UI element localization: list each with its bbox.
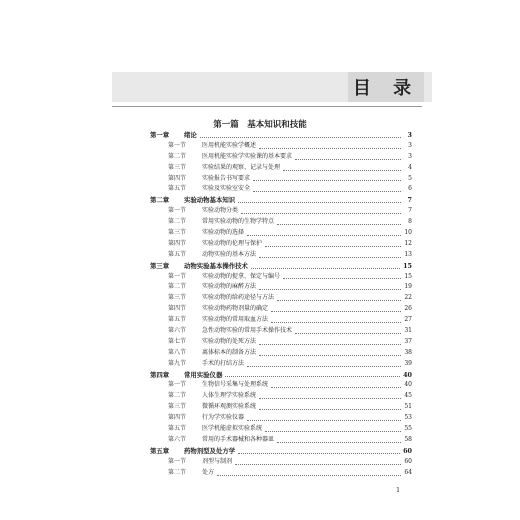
dot-leader bbox=[277, 224, 401, 225]
toc-entry-number: 第五节 bbox=[168, 425, 187, 433]
toc-entry-page: 60 bbox=[404, 457, 412, 465]
dot-leader bbox=[265, 431, 401, 432]
toc-entry-title: 实验动物基本知识 bbox=[184, 196, 236, 205]
toc-entry-page: 64 bbox=[404, 468, 412, 476]
toc-entry-number: 第三章 bbox=[150, 261, 170, 270]
dot-leader bbox=[259, 355, 401, 356]
toc-entry-page: 4 bbox=[408, 163, 412, 171]
toc-entry-title: 剂型与制剂 bbox=[202, 457, 233, 465]
toc-entry-number: 第三节 bbox=[168, 294, 187, 302]
dot-leader bbox=[251, 268, 400, 269]
toc-entry-title: 常用实验仪器 bbox=[184, 370, 223, 379]
toc-entry-title: 离体标本的制备方法 bbox=[202, 348, 257, 356]
toc-entry-title: 行为学实验仪器 bbox=[202, 414, 245, 422]
dot-leader bbox=[247, 366, 401, 367]
toc-section-row bbox=[150, 413, 412, 424]
toc-entry-number: 第三节 bbox=[168, 229, 187, 236]
toc-entry-number: 第二节 bbox=[168, 218, 187, 226]
dot-leader bbox=[247, 420, 401, 421]
toc-section-row bbox=[150, 315, 412, 326]
toc-entry-number: 第六节 bbox=[168, 435, 187, 443]
toc-entry-title: 实验报告书写要求 bbox=[202, 174, 251, 182]
toc-entry-number: 第四章 bbox=[150, 370, 170, 379]
toc-entry-page: 8 bbox=[408, 218, 412, 226]
toc-entry-title: 动物实验基本操作技术 bbox=[184, 261, 248, 270]
dot-leader bbox=[271, 311, 401, 312]
toc-entry-number: 第二节 bbox=[168, 283, 187, 291]
dot-leader bbox=[283, 170, 401, 171]
toc-entry-title: 实验动物的给药途径与方法 bbox=[202, 294, 275, 302]
toc-entry-title: 常用实验动物的生物学特点 bbox=[202, 218, 275, 226]
toc-entry-title: 药物剂型及处方学 bbox=[184, 446, 236, 455]
dot-leader bbox=[283, 278, 401, 279]
dot-leader bbox=[217, 475, 401, 476]
toc-entry-number: 第五节 bbox=[168, 316, 187, 324]
toc-entry-page: 12 bbox=[404, 239, 412, 247]
toc-entry-page: 37 bbox=[404, 337, 412, 345]
dot-leader bbox=[238, 453, 400, 454]
toc-entry-title: 实验动物分类 bbox=[202, 207, 239, 215]
toc-entry-title: 处方 bbox=[202, 468, 215, 476]
dot-leader bbox=[235, 464, 401, 465]
toc-entry-number: 第一节 bbox=[168, 457, 187, 465]
toc-section-row bbox=[150, 163, 412, 174]
toc-entry-number: 第二章 bbox=[150, 196, 170, 205]
page-number: 1 bbox=[396, 486, 401, 494]
toc-entry-title: 实验动物的选择 bbox=[202, 229, 245, 236]
toc-section-row bbox=[150, 293, 412, 304]
toc-section-row bbox=[150, 402, 412, 413]
toc-entry-page: 55 bbox=[404, 425, 412, 433]
toc-entry-number: 第四节 bbox=[168, 174, 187, 182]
dot-leader bbox=[259, 148, 401, 149]
toc-section-row bbox=[150, 250, 412, 261]
dot-leader bbox=[277, 300, 401, 301]
toc-entry-page: 6 bbox=[408, 185, 412, 193]
toc-entry-page: 7 bbox=[408, 207, 412, 215]
toc-entry-title: 实验动物的处死方法 bbox=[202, 337, 257, 345]
toc-entry-page: 15 bbox=[403, 261, 412, 270]
toc-entry-title: 微循环观测实验系统 bbox=[202, 403, 257, 411]
toc-section-row bbox=[150, 457, 412, 468]
toc-entry-title: 实验动物的麻醉方法 bbox=[202, 283, 257, 291]
toc-entry-title: 动物实验的基本方法 bbox=[202, 250, 257, 258]
toc-entry-page: 31 bbox=[404, 327, 412, 335]
toc-entry-page: 3 bbox=[407, 130, 412, 139]
toc-chapter-row bbox=[150, 195, 412, 206]
toc-entry-number: 第一节 bbox=[168, 141, 187, 149]
toc-entry-page: 19 bbox=[404, 283, 412, 291]
toc-entry-title: 实验动物的伦理与保护 bbox=[202, 239, 263, 247]
dot-leader bbox=[271, 387, 401, 388]
toc-entry-number: 第五节 bbox=[168, 250, 187, 258]
toc-entry-number: 第二节 bbox=[168, 468, 187, 476]
toc-entry-number: 第九节 bbox=[168, 359, 187, 367]
toc-chapter-row bbox=[150, 446, 412, 457]
toc-entry-page: 27 bbox=[404, 316, 412, 324]
toc-entry-number: 第三节 bbox=[168, 403, 187, 411]
toc-section-row bbox=[150, 152, 412, 163]
toc-section-row bbox=[150, 380, 412, 391]
dot-leader bbox=[277, 442, 401, 443]
toc-entry-title: 实验及实验室安全 bbox=[202, 185, 251, 193]
dot-leader bbox=[259, 409, 401, 410]
toc-section-row bbox=[150, 391, 412, 402]
toc-entry-page: 7 bbox=[407, 196, 412, 205]
toc-section-row bbox=[150, 272, 412, 283]
toc-chapter-row bbox=[150, 130, 412, 141]
toc-section-row bbox=[150, 141, 412, 152]
toc-entry-page: 40 bbox=[404, 381, 412, 389]
toc-entry-title: 人体生理学实验系统 bbox=[202, 392, 257, 400]
toc-entry-title: 医学机能虚拟实验系统 bbox=[202, 425, 263, 433]
toc-entry-number: 第六节 bbox=[168, 327, 187, 335]
toc-entry-page: 10 bbox=[404, 229, 412, 236]
toc-entry-page: 3 bbox=[408, 152, 412, 160]
toc-entry-title: 实验动物的捉拿、保定与编号 bbox=[202, 272, 281, 280]
dot-leader bbox=[259, 344, 401, 345]
dot-leader bbox=[200, 137, 401, 138]
dot-leader bbox=[253, 191, 401, 192]
toc-entry-page: 60 bbox=[403, 446, 412, 455]
toc-section-row bbox=[150, 424, 412, 435]
toc-entry-title: 绪论 bbox=[184, 130, 197, 139]
toc-entry-page: 58 bbox=[404, 435, 412, 443]
dot-leader bbox=[241, 213, 401, 214]
toc-entry-title: 生物信号采集与处理系统 bbox=[202, 381, 269, 389]
toc-section-row bbox=[150, 206, 412, 217]
dot-leader bbox=[295, 159, 401, 160]
toc-section-row bbox=[150, 468, 412, 479]
toc-section-row bbox=[150, 239, 412, 250]
toc-entry-page: 3 bbox=[408, 141, 412, 149]
toc-entry-page: 39 bbox=[404, 359, 412, 367]
dot-leader bbox=[259, 257, 401, 258]
toc-entry-page: 13 bbox=[404, 250, 412, 258]
dot-leader bbox=[271, 322, 401, 323]
toc-entry-number: 第五节 bbox=[168, 185, 187, 193]
toc-entry-page: 26 bbox=[404, 305, 412, 313]
toc-entry-page: 40 bbox=[403, 370, 412, 379]
toc-entry-title: 实验结果的观察、记录与处理 bbox=[202, 163, 281, 171]
toc-section-row bbox=[150, 184, 412, 195]
dot-leader bbox=[259, 398, 401, 399]
toc-entry-number: 第八节 bbox=[168, 348, 187, 356]
toc-section-row bbox=[150, 337, 412, 348]
dot-leader bbox=[225, 376, 400, 377]
dot-leader bbox=[259, 289, 401, 290]
toc-section-row bbox=[150, 435, 412, 446]
toc-entry-number: 第二节 bbox=[168, 152, 187, 160]
toc-entry-number: 第七节 bbox=[168, 337, 187, 345]
dot-leader bbox=[295, 333, 401, 334]
toc-entry-title: 实验动物药物剂量的确定 bbox=[202, 305, 269, 313]
toc-entry-title: 医用机能实验学概述 bbox=[202, 141, 257, 149]
toc-chapter-row bbox=[150, 370, 412, 381]
toc-entry-number: 第四节 bbox=[168, 239, 187, 247]
toc-entry-page: 53 bbox=[404, 414, 412, 422]
header-divider bbox=[112, 106, 422, 107]
part-title: 第一篇 基本知识和技能 bbox=[213, 120, 307, 130]
toc-section-row bbox=[150, 228, 412, 239]
toc-entry-page: 45 bbox=[404, 392, 412, 400]
toc-section-row bbox=[150, 359, 412, 370]
toc-entry-number: 第三节 bbox=[168, 163, 187, 171]
dot-leader bbox=[238, 202, 401, 203]
toc-section-row bbox=[150, 348, 412, 359]
toc-entry-number: 第一章 bbox=[150, 130, 170, 139]
toc-entry-title: 医用机能实验学实验课的基本要求 bbox=[202, 152, 293, 160]
toc-entry-page: 5 bbox=[408, 174, 412, 182]
table-of-contents bbox=[150, 130, 412, 479]
toc-title: 目 录 bbox=[348, 72, 424, 102]
toc-entry-page: 51 bbox=[404, 403, 412, 411]
toc-entry-number: 第五章 bbox=[150, 446, 170, 455]
toc-entry-number: 第一节 bbox=[168, 272, 187, 280]
toc-entry-title: 手术的打结方法 bbox=[202, 359, 245, 367]
toc-section-row bbox=[150, 326, 412, 337]
toc-section-row bbox=[150, 304, 412, 315]
toc-entry-page: 15 bbox=[404, 272, 412, 280]
toc-chapter-row bbox=[150, 261, 412, 272]
toc-entry-number: 第四节 bbox=[168, 414, 187, 422]
toc-entry-title: 实验动物的常用取血方法 bbox=[202, 316, 269, 324]
toc-entry-number: 第一节 bbox=[168, 381, 187, 389]
dot-leader bbox=[265, 246, 401, 247]
toc-entry-title: 常用的手术器械和各种器皿 bbox=[202, 435, 275, 443]
toc-entry-number: 第二节 bbox=[168, 392, 187, 400]
toc-section-row bbox=[150, 217, 412, 228]
toc-entry-page: 38 bbox=[404, 348, 412, 356]
toc-entry-number: 第四节 bbox=[168, 305, 187, 313]
toc-section-row bbox=[150, 174, 412, 185]
toc-entry-title: 急性动物实验的常用手术操作技术 bbox=[202, 327, 293, 335]
toc-entry-page: 22 bbox=[404, 294, 412, 302]
dot-leader bbox=[253, 180, 401, 181]
toc-entry-number: 第一节 bbox=[168, 207, 187, 215]
dot-leader bbox=[247, 235, 401, 236]
toc-section-row bbox=[150, 282, 412, 293]
